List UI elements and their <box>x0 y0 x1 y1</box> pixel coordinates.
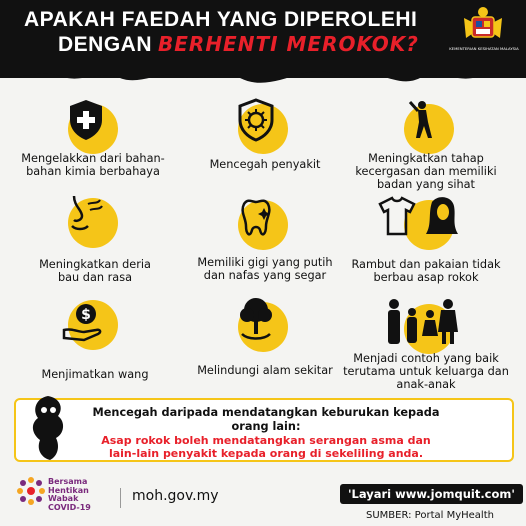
title-line-1: APAKAH FAEDAH YANG DIPEROLEHI <box>24 8 418 31</box>
drip-decoration <box>0 60 526 100</box>
svg-text:$: $ <box>81 307 91 323</box>
smoke-figure-icon <box>26 392 70 464</box>
notice-box <box>14 398 514 462</box>
benefit-label-4: Meningkatkan deria bau dan rasa <box>39 258 151 284</box>
website-link[interactable]: moh.gov.my <box>132 488 219 504</box>
notice-line-1: Mencegah daripada mendatangkan keburukan kepada <box>92 406 440 419</box>
notice-line-2: orang lain: <box>231 420 301 433</box>
benefit-label-1: Mengelakkan dari bahan-bahan kimia berbahaya <box>21 152 165 178</box>
benefit-label-7: Menjimatkan wang <box>41 368 149 381</box>
source-label: SUMBER: Portal MyHealth <box>366 510 494 521</box>
jomquit-cta[interactable]: 'Layari www.jomquit.com' <box>340 484 523 504</box>
benefit-label-9: Menjadi contoh yang baik terutama untuk keluarga dan anak-anak <box>343 352 509 391</box>
benefit-label-8: Melindungi alam sekitar <box>197 364 333 377</box>
family-icon <box>382 298 462 346</box>
notice-line-3: Asap rokok boleh mendatangkan serangan asma dan <box>101 434 431 447</box>
shirt-hair-icon <box>376 194 466 242</box>
shield-plus-icon <box>62 96 110 144</box>
stretching-person-icon <box>398 96 446 144</box>
notice-line-4: lain-lain penyakit kepada orang di sekeliling anda. <box>108 447 424 460</box>
title-line-2: DENGAN BERHENTI MEROKOK? <box>58 32 419 56</box>
malaysia-crest-icon <box>460 4 506 44</box>
covid-campaign-logo-icon <box>16 476 46 506</box>
tooth-icon <box>232 194 280 242</box>
benefit-label-5: Memiliki gigi yang putih dan nafas yang segar <box>197 256 333 282</box>
nose-mouth-icon <box>60 192 108 240</box>
tree-icon <box>232 294 280 342</box>
money-hand-icon <box>60 298 108 346</box>
benefit-label-6: Rambut dan pakaian tidak berbau asap rokok <box>351 258 501 284</box>
benefit-label-2: Mencegah penyakit <box>209 158 321 171</box>
benefit-label-3: Meningkatkan tahap kecergasan dan memiliki badan yang sihat <box>355 152 497 191</box>
footer <box>0 466 526 526</box>
title-highlight: BERHENTI MEROKOK? <box>158 32 419 56</box>
campaign-text: Bersama Hentikan Wabak COVID-19 <box>48 477 91 512</box>
ministry-label: KEMENTERIAN KESIHATAN MALAYSIA <box>449 46 519 51</box>
footer-divider <box>120 488 121 508</box>
virus-shield-icon <box>232 96 280 144</box>
